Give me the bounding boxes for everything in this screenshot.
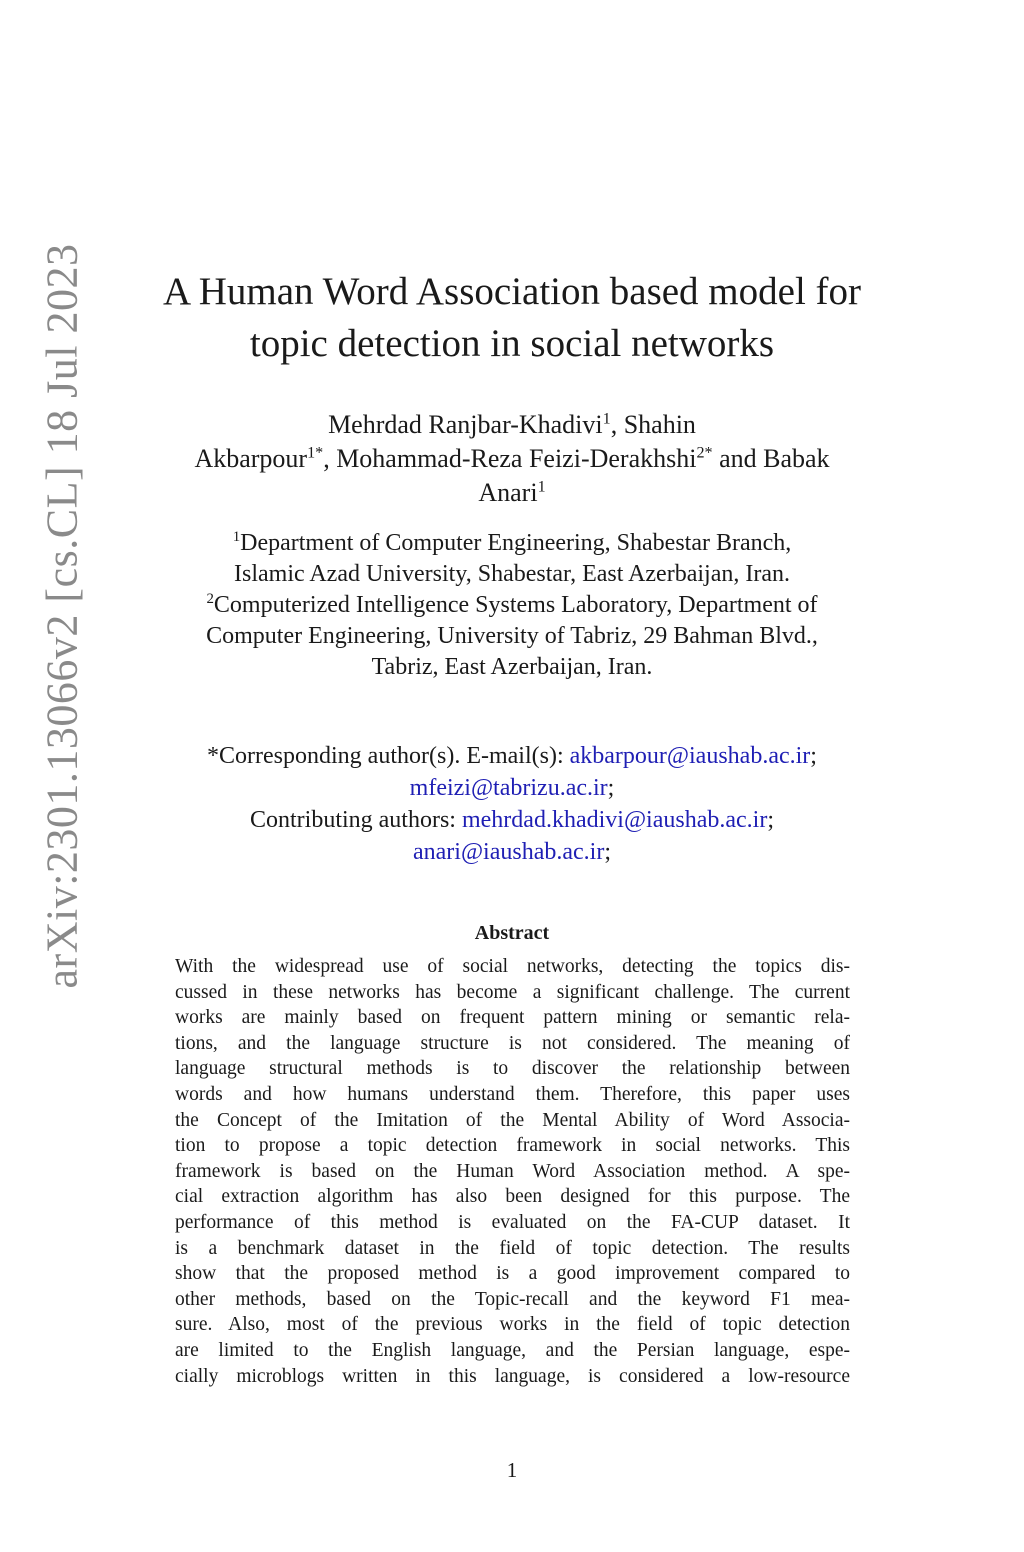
page-number: 1 xyxy=(506,1458,518,1482)
author-separator: , Shahin xyxy=(610,410,696,439)
paper-title xyxy=(140,266,884,370)
abstract-line: sure. Also, most of the previous works in the field of topic detection xyxy=(175,1314,850,1336)
abstract-line: words and how humans understand them. Therefore, this paper uses xyxy=(175,1083,850,1105)
email-link-akbarpour[interactable]: akbarpour@iaushab.ac.ir xyxy=(569,743,811,769)
title-line-2: topic detection in social networks xyxy=(249,322,775,365)
author-affil-marker: 1 xyxy=(537,478,546,496)
abstract-line: the Concept of the Imitation of the Mental Ability of Word Associa- xyxy=(175,1109,850,1131)
semicolon: ; xyxy=(607,775,615,801)
abstract-line: language structural methods is to discover the relationship between xyxy=(175,1058,850,1080)
affiliation-line: Computerized Intelligence Systems Laboratory, Department of xyxy=(213,592,818,618)
author-list xyxy=(140,408,884,510)
title-line-1: A Human Word Association based model for xyxy=(162,270,862,313)
arxiv-identifier-stamp: arXiv:2301.13066v2 [cs.CL] 18 Jul 2023 xyxy=(37,243,87,989)
abstract-line: cial extraction algorithm has also been designed for this purpose. The xyxy=(175,1186,850,1208)
abstract-line: tions, and the language structure is not considered. The meaning of xyxy=(175,1032,850,1054)
abstract-line: framework is based on the Human Word Association method. A spe- xyxy=(175,1160,850,1182)
abstract-line: is a benchmark dataset in the field of topic detection. The results xyxy=(175,1237,850,1259)
semicolon: ; xyxy=(767,807,774,833)
semicolon: ; xyxy=(604,839,611,865)
author-separator: and Babak xyxy=(712,444,830,473)
author-name: Akbarpour xyxy=(194,444,308,473)
author-name: Mehrdad Ranjbar-Khadivi xyxy=(328,410,603,439)
abstract-line: With the widespread use of social networks, detecting the topics dis- xyxy=(175,956,850,977)
author-affil-marker: 1* xyxy=(307,444,324,462)
author-name: , Mohammad-Reza Feizi-Derakhshi xyxy=(323,444,697,473)
abstract-line: cussed in these networks has become a significant challenge. The current xyxy=(175,981,850,1003)
correspondence-block xyxy=(140,740,884,868)
abstract-line: performance of this method is evaluated on the FA-CUP dataset. It xyxy=(175,1211,850,1233)
corresponding-label: *Corresponding author(s). E-mail(s): xyxy=(207,743,570,769)
abstract-body xyxy=(175,954,850,1389)
email-link-anari[interactable]: anari@iaushab.ac.ir xyxy=(412,839,605,865)
affiliation-line: Computer Engineering, University of Tabriz, 29 Bahman Blvd., xyxy=(206,623,818,649)
abstract-line: cially microblogs written in this language, is considered a low-resource xyxy=(175,1365,850,1387)
affiliation-marker: 2 xyxy=(206,591,214,607)
author-affil-marker: 1 xyxy=(602,410,611,428)
affiliations xyxy=(140,528,884,683)
affiliation-marker: 1 xyxy=(232,529,241,545)
semicolon: ; xyxy=(810,743,817,769)
affiliation-line: Islamic Azad University, Shabestar, East Azerbaijan, Iran. xyxy=(234,561,790,587)
author-affil-marker: 2* xyxy=(696,444,713,462)
affiliation-line: Department of Computer Engineering, Shabestar Branch, xyxy=(240,530,792,556)
email-link-mfeizi[interactable]: mfeizi@tabrizu.ac.ir xyxy=(409,775,608,801)
abstract-line: show that the proposed method is a good improvement compared to xyxy=(175,1263,850,1285)
affiliation-line: Tabriz, East Azerbaijan, Iran. xyxy=(371,654,653,680)
email-link-khadivi[interactable]: mehrdad.khadivi@iaushab.ac.ir xyxy=(461,807,768,833)
contributing-label: Contributing authors: xyxy=(249,807,462,833)
abstract-line: are limited to the English language, and the Persian language, espe- xyxy=(175,1339,850,1361)
author-name: Anari xyxy=(478,478,538,507)
abstract-heading: Abstract xyxy=(474,922,550,944)
abstract-line: works are mainly based on frequent pattern mining or semantic rela- xyxy=(175,1007,850,1029)
abstract-line: other methods, based on the Topic-recall and the keyword F1 mea- xyxy=(175,1288,850,1310)
abstract-line: tion to propose a topic detection framework in social networks. This xyxy=(175,1135,850,1157)
